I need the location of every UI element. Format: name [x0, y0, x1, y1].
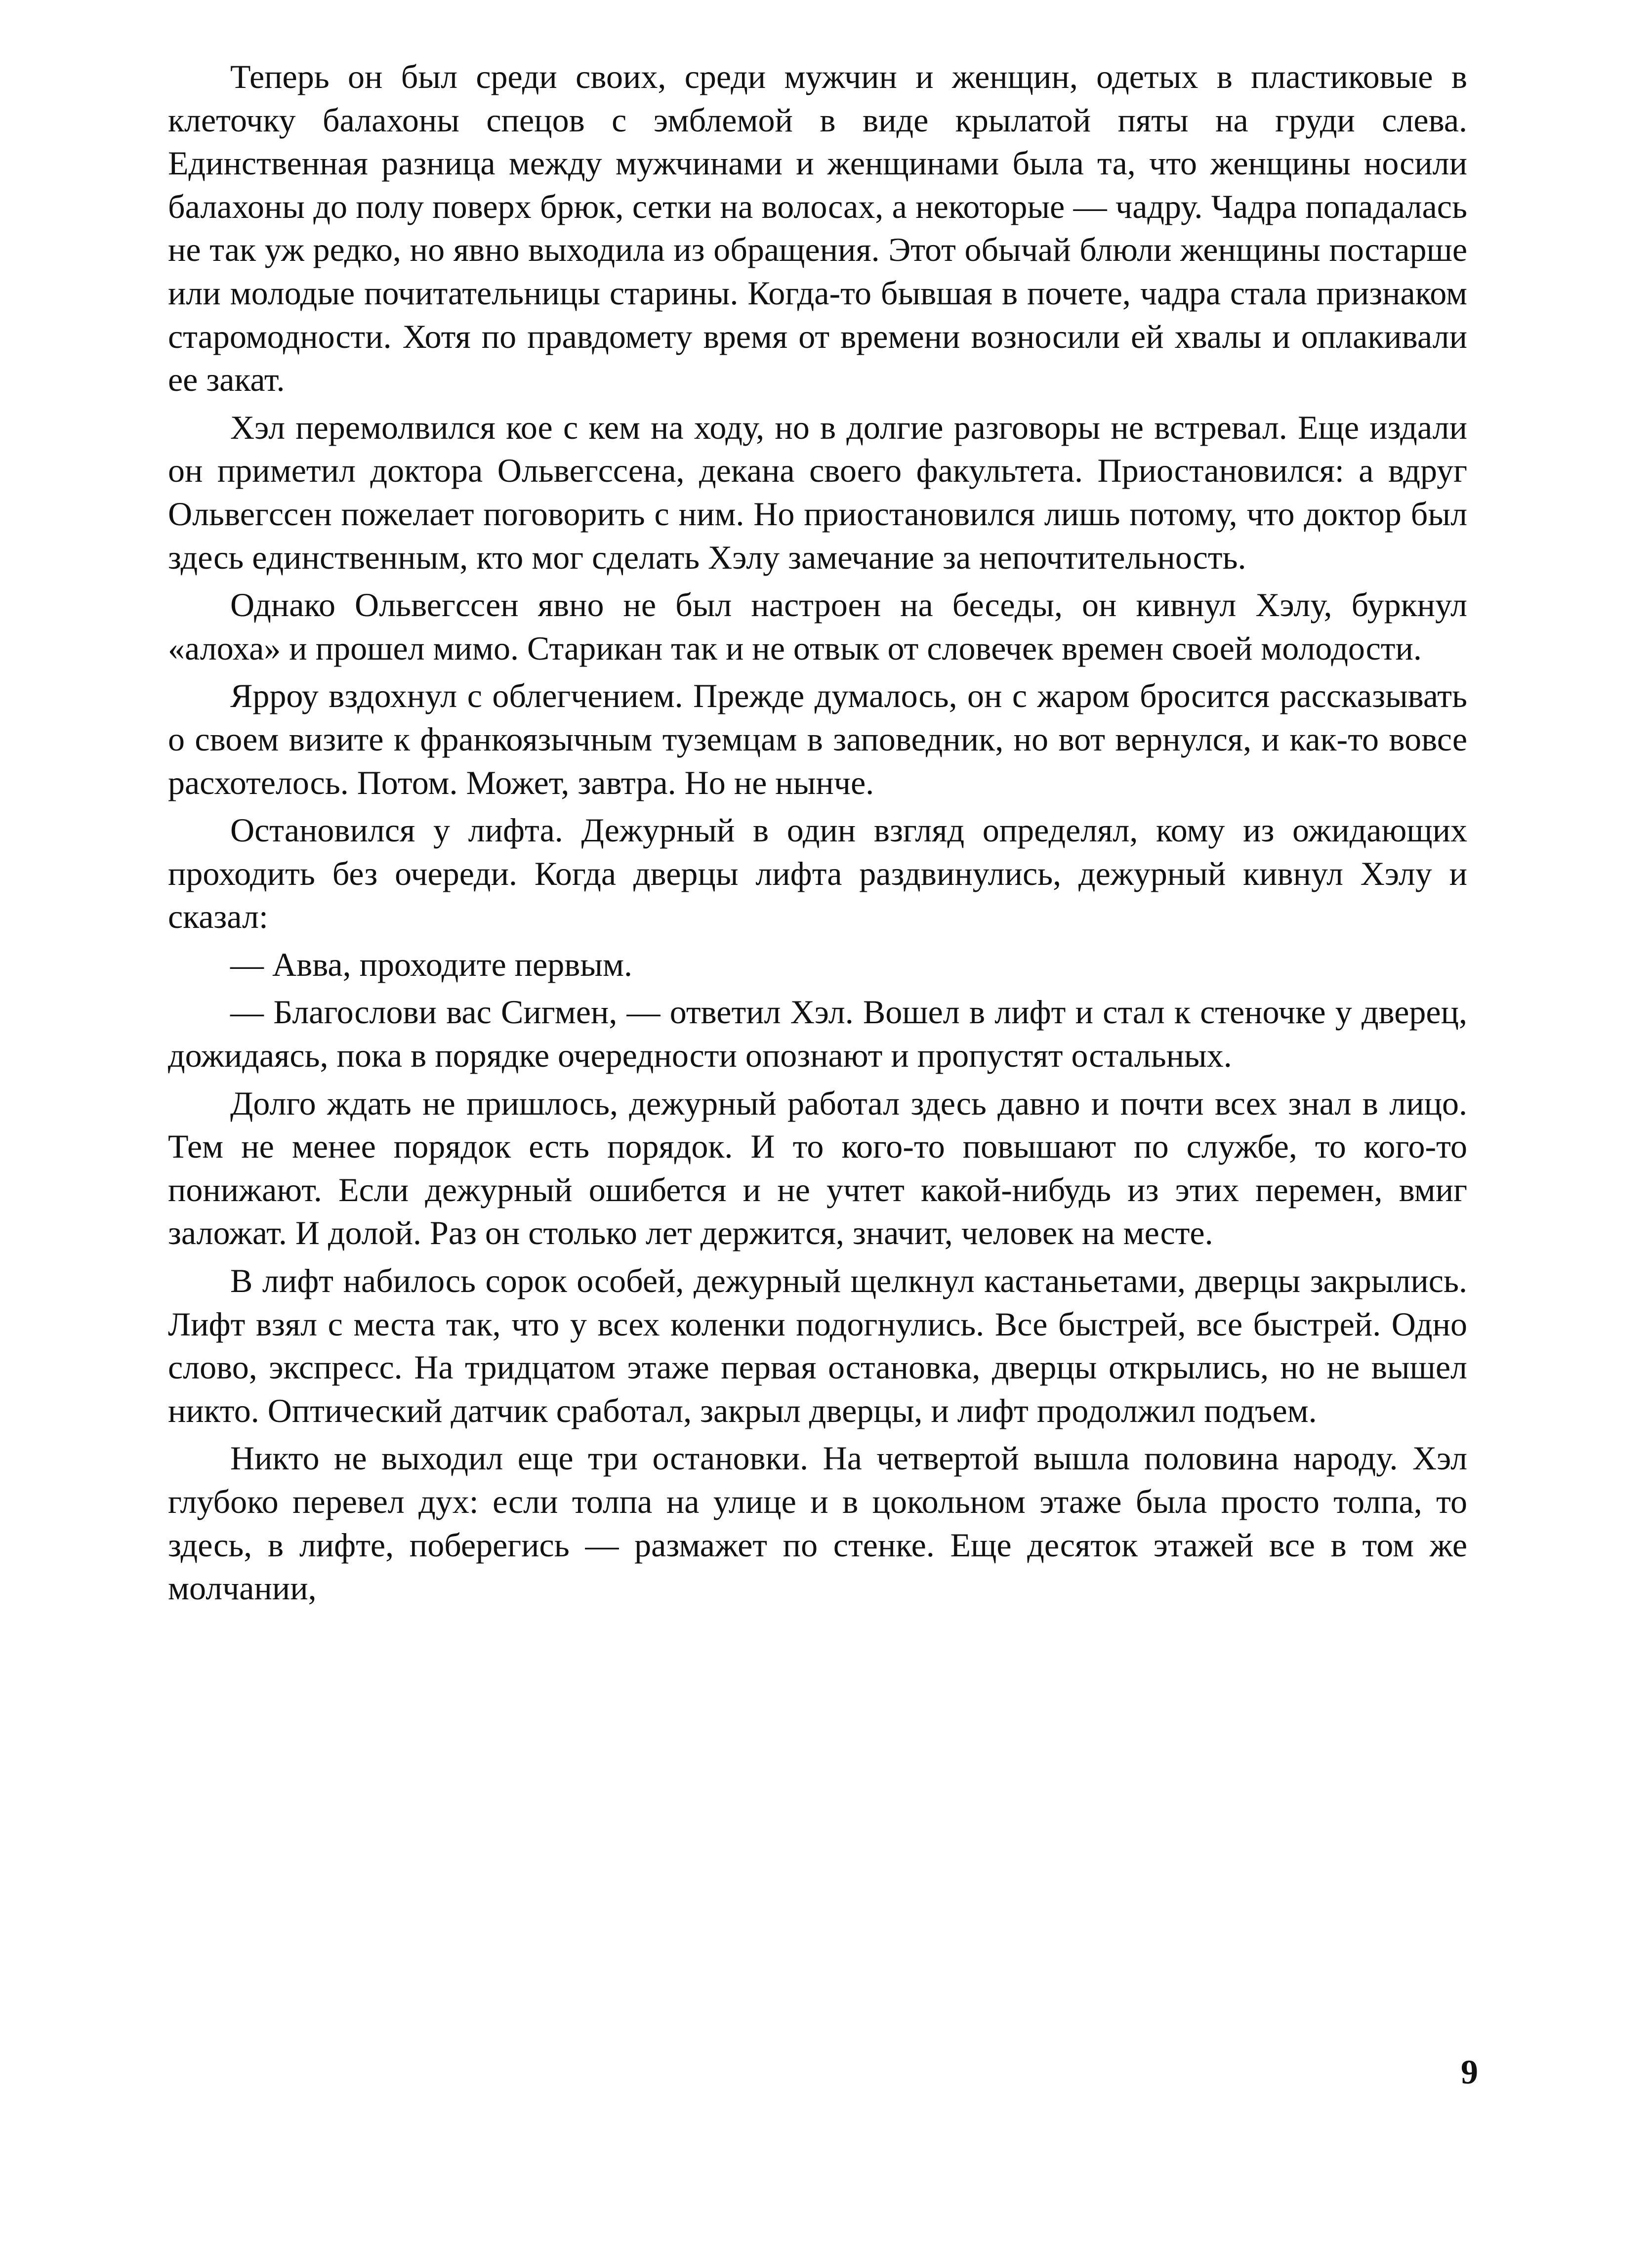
paragraph: Ярроу вздохнул с облегчением. Прежде думалось, он с жаром бросится рассказывать о своем визите к франкоязычным туземцам в заповедник, но вот вернулся, и как-то вовсе расхотелось. Потом. Может, завтра. Но не нынче.	[168, 677, 1467, 801]
dialogue-line: — Авва, проходите первым.	[230, 945, 633, 983]
paragraph: Хэл перемолвился кое с кем на ходу, но в долгие разговоры не встревал. Еще издали он приметил доктора Ольвегссена, декана своего факультета. Приостановился: а вдруг Ольвегссен пожелает поговорить с ним. Но приостановился лишь потому, что доктор был здесь единственным, кто мог сделать Хэлу замечание за непочтительность.	[168, 408, 1467, 576]
paragraph: Теперь он был среди своих, среди мужчин и женщин, одетых в пластиковые в клеточку балахоны спецов с эмблемой в виде крылатой пяты на груди слева. Единственная разница между мужчинами и женщинами была та, что женщины носили балахоны до полу поверх брюк, сетки на волосах, а некоторые — чадру. Чадра попадалась не так уж редко, но явно выходила из обращения. Этот обычай блюли женщины постарше или молодые почитательницы старины. Когда-то бывшая в почете, чадра стала признаком старомодности. Хотя по правдомету время от времени возносили ей хвалы и оплакивали ее закат.	[168, 58, 1467, 399]
dialogue-line: — Благослови вас Сигмен, — ответил Хэл. Вошел в лифт и стал к стеночке у дверец, дожидаясь, пока в порядке очередности опознают и пропустят остальных.	[168, 993, 1467, 1075]
paragraph: Долго ждать не пришлось, дежурный работал здесь давно и почти всех знал в лицо. Тем не менее порядок есть порядок. И то кого-то повышают по службе, то кого-то понижают. Если дежурный ошибется и не учтет какой-нибудь из этих перемен, вмиг заложат. И долой. Раз он столько лет держится, значит, человек на месте.	[168, 1084, 1467, 1252]
paragraph: Остановился у лифта. Дежурный в один взгляд определял, кому из ожидающих проходить без очереди. Когда дверцы лифта раздвинулись, дежурный кивнул Хэлу и сказал:	[168, 811, 1467, 936]
paragraph: Однако Ольвегссен явно не был настроен на беседы, он кивнул Хэлу, буркнул «алоха» и прошел мимо. Старикан так и не отвык от словечек времен своей молодости.	[168, 586, 1467, 667]
paragraph: Никто не выходил еще три остановки. На четвертой вышла половина народу. Хэл глубоко перевел дух: если толпа на улице и в цокольном этаже была просто толпа, то здесь, в лифте, поберегись — размажет по стенке. Еще десяток этажей все в том же молчании,	[168, 1439, 1467, 1607]
book-page-text	[168, 55, 1467, 1615]
page-number: 9	[1461, 2053, 1478, 2091]
paragraph: В лифт набилось сорок особей, дежурный щелкнул кастаньетами, дверцы закрылись. Лифт взял с места так, что у всех коленки подогнулись. Все быстрей, все быстрей. Одно слово, экспресс. На тридцатом этаже первая остановка, дверцы открылись, но не вышел никто. Оптический датчик сработал, закрыл дверцы, и лифт продолжил подъем.	[168, 1262, 1467, 1429]
